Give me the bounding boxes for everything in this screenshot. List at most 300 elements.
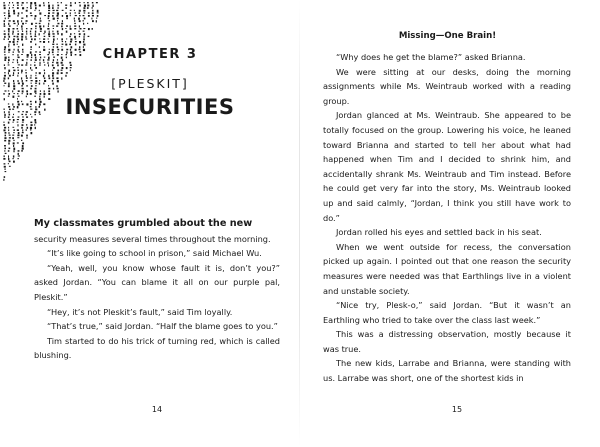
texture-dot: [8, 106, 10, 108]
texture-dot: [57, 2, 58, 3]
texture-dot: [4, 148, 6, 150]
texture-dot: [40, 18, 41, 20]
texture-dot: [57, 23, 59, 24]
right-page: [300, 0, 600, 447]
texture-dot: [52, 80, 53, 82]
texture-dot: [75, 41, 77, 42]
texture-dot: [30, 51, 32, 53]
texture-dot: [62, 59, 63, 61]
texture-dot: [65, 12, 67, 13]
texture-dot: [12, 127, 14, 128]
texture-dot: [70, 15, 71, 16]
texture-dot: [18, 72, 19, 74]
texture-dot: [4, 98, 5, 100]
texture-dot: [39, 41, 41, 42]
texture-dot: [21, 25, 23, 27]
texture-dot: [26, 103, 28, 105]
texture-dot: [4, 116, 5, 118]
texture-dot: [47, 54, 49, 55]
texture-dot: [79, 51, 81, 52]
texture-dot: [66, 18, 68, 20]
texture-dot: [70, 28, 72, 30]
texture-dot: [13, 161, 15, 163]
texture-dot: [39, 12, 41, 14]
texture-dot: [8, 155, 9, 157]
texture-dot: [26, 59, 27, 60]
texture-dot: [4, 23, 5, 25]
texture-dot: [74, 28, 76, 29]
texture-dot: [13, 106, 15, 108]
texture-dot: [35, 44, 36, 46]
texture-dot: [22, 49, 23, 51]
texture-dot: [9, 166, 11, 167]
texture-dot: [79, 25, 80, 27]
texture-dot: [5, 135, 7, 137]
texture-dot: [53, 36, 55, 37]
texture-dot: [13, 28, 15, 29]
texture-dot: [34, 64, 35, 66]
texture-dot: [30, 129, 32, 130]
texture-dot: [83, 7, 85, 9]
paragraph: Jordan rolled his eyes and settled back in his seat.: [336, 227, 542, 238]
texture-dot: [52, 49, 54, 51]
texture-dot: [70, 33, 71, 35]
texture-dot: [78, 18, 80, 20]
texture-dot: [12, 109, 14, 110]
texture-dot: [40, 93, 42, 95]
texture-dot: [70, 41, 72, 43]
texture-dot: [52, 33, 54, 34]
texture-dot: [35, 85, 36, 86]
texture-dot: [48, 75, 49, 77]
texture-dot: [57, 18, 59, 20]
texture-dot: [35, 88, 37, 90]
texture-dot: [74, 12, 76, 13]
texture-dot: [18, 12, 19, 14]
texture-dot: [30, 5, 31, 7]
texture-dot: [48, 64, 49, 66]
texture-dot: [18, 23, 19, 25]
texture-dot: [8, 93, 10, 95]
paragraph: “Hey, it’s not Pleskit’s fault,” said Tim loyally.: [47, 306, 233, 317]
texture-dot: [43, 46, 44, 47]
texture-dot: [4, 176, 5, 178]
texture-dot: [30, 127, 32, 129]
paragraph: This was a distressing observation, mostly because it was true.: [323, 329, 571, 354]
texture-dot: [57, 46, 59, 48]
texture-dot: [8, 129, 9, 131]
texture-dot: [13, 145, 14, 147]
texture-dot: [4, 168, 5, 169]
texture-dot: [21, 114, 23, 115]
texture-dot: [35, 109, 37, 111]
texture-dot: [12, 116, 13, 118]
texture-dot: [18, 155, 20, 156]
texture-dot: [57, 31, 59, 33]
texture-dot: [35, 7, 37, 9]
texture-dot: [97, 15, 99, 17]
texture-dot: [4, 111, 5, 113]
texture-dot: [4, 15, 5, 16]
texture-dot: [8, 10, 9, 12]
texture-dot: [61, 2, 62, 3]
texture-dot: [39, 46, 40, 48]
left-body-text: [34, 216, 280, 363]
texture-dot: [27, 127, 29, 129]
texture-dot: [25, 36, 26, 38]
texture-dot: [79, 10, 81, 12]
texture-dot: [9, 20, 11, 21]
texture-dot: [3, 122, 4, 123]
texture-dot: [18, 103, 20, 105]
texture-dot: [30, 106, 32, 107]
texture-dot: [3, 77, 5, 79]
paragraph: “Yeah, well, you know whose fault it is, don’t you?” asked Jordan. “You can blame it all on our purple pal, Pleskit.”: [34, 262, 280, 302]
texture-dot: [17, 7, 19, 9]
texture-dot: [92, 12, 94, 14]
texture-dot: [74, 36, 76, 38]
texture-dot: [35, 106, 36, 108]
texture-dot: [57, 59, 58, 60]
texture-dot: [31, 116, 32, 117]
texture-dot: [21, 54, 23, 55]
paragraph: When we went outside for recess, the conversation picked up again. I pointed out that one reason the security measures were needed was that Earthlings live in a violent and unstable society.: [323, 241, 571, 296]
texture-dot: [4, 85, 5, 86]
texture-dot: [4, 155, 5, 157]
texture-dot: [26, 111, 28, 113]
texture-dot: [26, 80, 28, 81]
running-head: Missing—One Brain!: [398, 31, 497, 41]
texture-dot: [70, 10, 72, 11]
texture-dot: [70, 49, 71, 51]
texture-dot: [22, 90, 24, 92]
texture-dot: [31, 28, 33, 30]
texture-dot: [91, 18, 92, 20]
texture-dot: [88, 15, 90, 17]
texture-dot: [22, 93, 23, 94]
texture-dot: [30, 67, 31, 69]
texture-dot: [13, 158, 14, 159]
texture-dot: [69, 44, 71, 46]
texture-dot: [65, 75, 66, 77]
texture-dot: [48, 33, 50, 35]
paragraph: “Nice try, Plesk-o,” said Jordan. “But it wasn’t an Earthling who tried to take over the class last week.”: [323, 300, 571, 325]
texture-dot: [18, 31, 19, 32]
texture-dot: [56, 62, 58, 64]
texture-dot: [30, 122, 32, 124]
texture-dot: [4, 12, 6, 13]
texture-dot: [53, 57, 55, 58]
texture-dot: [61, 23, 63, 25]
texture-dot: [48, 18, 49, 20]
texture-dot: [4, 114, 5, 116]
texture-dot: [26, 38, 28, 39]
texture-dot: [39, 23, 41, 24]
texture-dot: [47, 59, 49, 60]
texture-dot: [44, 57, 45, 58]
texture-dot: [17, 54, 18, 56]
texture-dot: [79, 2, 81, 3]
texture-dot: [66, 57, 67, 59]
texture-dot: [17, 129, 19, 131]
texture-dot: [22, 44, 23, 46]
texture-dot: [62, 44, 64, 45]
texture-dot: [52, 83, 54, 85]
texture-dot: [52, 7, 54, 9]
texture-dot: [26, 77, 28, 78]
texture-dot: [13, 129, 14, 131]
texture-dot: [18, 51, 20, 52]
texture-dot: [65, 41, 66, 42]
texture-dot: [83, 31, 85, 32]
texture-dot: [53, 59, 54, 61]
texture-dot: [34, 90, 36, 92]
texture-dot: [79, 15, 81, 16]
chapter-label: CHAPTER 3: [102, 47, 198, 62]
texture-dot: [34, 10, 35, 11]
texture-dot: [27, 93, 28, 95]
texture-dot: [84, 2, 85, 3]
texture-dot: [9, 25, 11, 26]
texture-dot: [40, 90, 41, 91]
texture-dot: [26, 116, 28, 117]
texture-dot: [70, 51, 72, 53]
texture-dot: [8, 85, 10, 87]
paragraph: “It’s like going to school in prison,” said Michael Wu.: [47, 248, 262, 259]
texture-dot: [27, 57, 29, 58]
texture-dot: [8, 62, 9, 64]
texture-dot: [57, 33, 59, 34]
texture-dot: [35, 57, 36, 59]
texture-dot: [92, 28, 93, 30]
texture-dot: [39, 83, 40, 85]
texture-dot: [22, 129, 23, 131]
texture-dot: [48, 12, 50, 14]
texture-dot: [52, 12, 54, 13]
texture-dot: [35, 77, 37, 78]
texture-dot: [13, 59, 14, 60]
texture-dot: [57, 88, 59, 90]
texture-dot: [75, 2, 76, 4]
texture-dot: [35, 15, 37, 17]
texture-dot: [30, 12, 32, 14]
texture-dot: [44, 72, 45, 74]
texture-dot: [83, 41, 84, 43]
texture-dot: [34, 62, 35, 63]
texture-dot: [22, 59, 24, 61]
texture-dot: [52, 75, 54, 77]
texture-dot: [75, 38, 77, 39]
texture-dot: [31, 80, 33, 81]
texture-dot: [3, 93, 4, 95]
texture-dot: [13, 20, 15, 22]
texture-dot: [22, 80, 23, 82]
texture-dot: [17, 119, 19, 120]
texture-dot: [4, 127, 6, 129]
texture-dot: [70, 5, 72, 7]
chapter-subtitle: [PLESKIT]: [111, 76, 189, 91]
texture-dot: [22, 88, 24, 89]
texture-dot: [44, 77, 45, 79]
texture-dot: [83, 38, 85, 40]
texture-dot: [65, 5, 67, 6]
texture-dot: [74, 25, 76, 26]
texture-dot: [26, 129, 27, 130]
texture-dot: [78, 31, 79, 32]
texture-dot: [13, 70, 15, 72]
texture-dot: [39, 10, 40, 11]
texture-dot: [3, 2, 4, 4]
texture-dot: [21, 70, 23, 72]
texture-dot: [18, 116, 20, 117]
texture-dot: [22, 83, 24, 85]
texture-dot: [62, 15, 63, 17]
texture-dot: [8, 46, 9, 47]
texture-dot: [36, 72, 37, 74]
texture-dot: [57, 51, 58, 52]
texture-dot: [34, 18, 35, 20]
texture-dot: [26, 10, 28, 12]
texture-dot: [13, 140, 14, 141]
texture-dot: [31, 38, 33, 40]
lead-in: My classmates grumbled about the new: [34, 218, 253, 229]
texture-dot: [21, 20, 22, 22]
texture-dot: [53, 67, 55, 69]
paragraph: Tim started to do his trick of turning red, which is called blushing.: [34, 335, 280, 361]
texture-dot: [48, 41, 49, 43]
texture-dot: [74, 33, 75, 34]
texture-dot: [13, 12, 15, 14]
texture-dot: [43, 5, 44, 7]
texture-dot: [35, 75, 36, 76]
texture-dot: [13, 155, 14, 157]
texture-dot: [30, 101, 32, 102]
texture-dot: [18, 158, 19, 159]
texture-dot: [8, 23, 9, 25]
texture-dot: [44, 80, 46, 82]
texture-dot: [30, 109, 32, 110]
texture-dot: [30, 49, 31, 50]
texture-dot: [8, 44, 9, 46]
texture-dot: [40, 28, 42, 30]
texture-dot: [57, 7, 58, 9]
texture-dot: [35, 80, 37, 82]
texture-dot: [13, 114, 14, 115]
texture-dot: [12, 62, 13, 63]
texture-dot: [79, 12, 81, 14]
texture-dot: [53, 18, 55, 20]
texture-dot: [43, 59, 44, 61]
texture-dot: [65, 28, 66, 29]
texture-dot: [48, 10, 50, 11]
texture-dot: [62, 28, 63, 30]
texture-dot: [61, 25, 63, 27]
texture-dot: [39, 33, 40, 35]
texture-dot: [21, 150, 23, 151]
texture-dot: [26, 2, 27, 3]
page-number: 14: [151, 405, 163, 414]
texture-dot: [35, 93, 36, 94]
texture-dot: [48, 88, 50, 89]
texture-dot: [30, 64, 31, 65]
texture-dot: [12, 7, 14, 8]
texture-dot: [22, 116, 24, 117]
texture-dot: [17, 44, 18, 45]
texture-dot: [13, 142, 15, 144]
texture-dot: [79, 33, 81, 35]
texture-dot: [17, 80, 18, 82]
texture-dot: [39, 111, 41, 113]
texture-dot: [70, 67, 72, 68]
texture-dot: [61, 33, 63, 35]
texture-dot: [26, 124, 27, 125]
texture-dot: [74, 23, 76, 24]
texture-dot: [8, 28, 10, 30]
texture-dot: [8, 49, 10, 51]
texture-dot: [8, 59, 10, 61]
texture-dot: [35, 122, 37, 124]
texture-dot: [31, 70, 33, 71]
texture-dot: [3, 129, 5, 131]
texture-dot: [52, 72, 54, 74]
texture-dot: [9, 7, 10, 9]
texture-dot: [83, 10, 85, 12]
texture-dot: [30, 114, 31, 115]
texture-dot: [21, 5, 23, 6]
texture-dot: [5, 18, 6, 20]
texture-dot: [84, 18, 86, 20]
texture-dot: [70, 12, 71, 14]
texture-dot: [31, 75, 32, 77]
texture-dot: [61, 62, 63, 64]
texture-dot: [56, 44, 57, 45]
texture-dot: [53, 46, 54, 47]
texture-dot: [52, 31, 53, 33]
texture-dot: [3, 80, 4, 82]
texture-dot: [8, 77, 9, 79]
texture-dot: [21, 38, 23, 40]
texture-dot: [30, 2, 32, 4]
texture-dot: [61, 57, 63, 59]
texture-dot: [21, 18, 23, 19]
texture-dot: [8, 12, 10, 14]
paragraph: We were sitting at our desks, doing the morning assignments while Ms. Weintraub worked with a reading group.: [323, 66, 571, 106]
texture-dot: [75, 15, 77, 16]
texture-dot: [39, 103, 41, 105]
texture-dot: [4, 137, 6, 139]
texture-dot: [3, 109, 4, 110]
texture-dot: [40, 31, 42, 32]
texture-dot: [79, 54, 81, 56]
texture-dot: [52, 64, 54, 66]
texture-dot: [62, 10, 64, 11]
texture-dot: [44, 15, 46, 16]
texture-dot: [17, 98, 18, 99]
texture-dot: [3, 5, 5, 7]
texture-dot: [26, 31, 27, 33]
texture-dot: [17, 137, 19, 138]
texture-dot: [34, 54, 36, 56]
texture-dot: [52, 51, 54, 53]
texture-dot: [18, 90, 20, 92]
texture-dot: [18, 111, 20, 112]
texture-dot: [56, 15, 58, 17]
texture-dot: [48, 2, 49, 3]
texture-dot: [84, 33, 86, 35]
texture-dot: [53, 41, 54, 43]
texture-dot: [13, 119, 15, 121]
texture-dot: [88, 28, 90, 30]
